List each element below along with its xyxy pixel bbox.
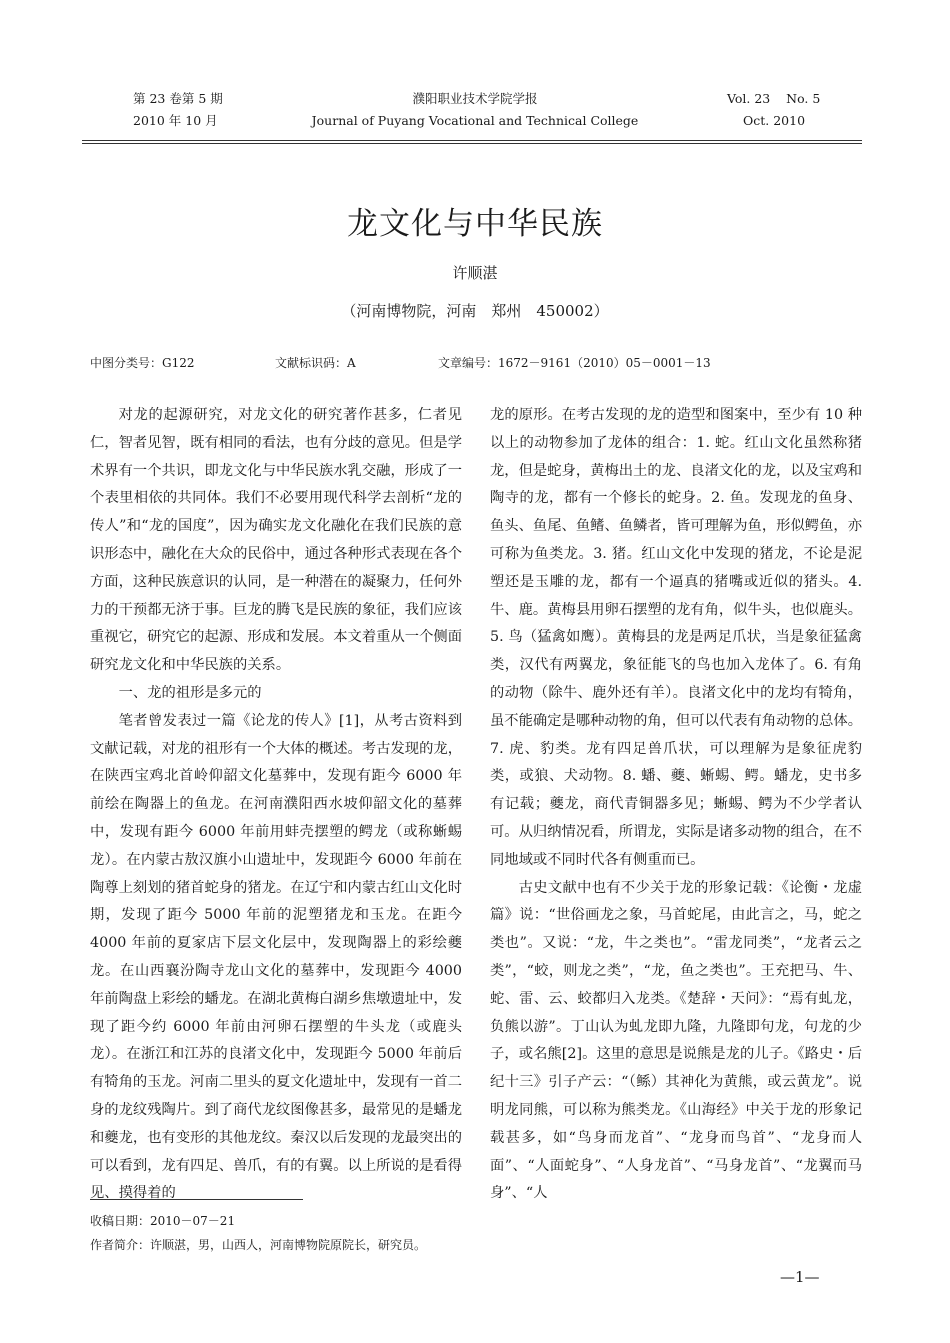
body-column-left — [90, 402, 462, 1208]
page-number: —1— — [780, 1268, 820, 1286]
journal-name-en: Journal of Puyang Vocational and Technical College — [311, 113, 639, 128]
header-rule-top — [82, 140, 862, 141]
journal-name-cn: 濮阳职业技术学院学报 — [412, 91, 538, 106]
body-column-right — [490, 402, 862, 1208]
header-rule-bottom — [82, 143, 862, 144]
document-code: 文献标识码：A — [275, 356, 356, 370]
article-author: 许顺湛 — [452, 264, 498, 282]
publish-date-en: Oct. 2010 — [743, 113, 806, 128]
paragraph-documents: 古史文献中也有不少关于龙的形象记载：《论衡・龙虚篇》说：“世俗画龙之象，马首蛇尾，由此言之，马，蛇之类也”。又说：“龙，牛之类也”。“雷龙同类”，“龙者云之类”，“蛟，则龙之类”，“龙，鱼之类也”。王充把马、牛、蛇、雷、云、蛟都归入龙类。《楚辞・天问》：“焉有虬龙，负熊以游”。丁山认为虬龙即九隆，九隆即句龙，句龙的少子，或名熊[2]。这里的意思是说熊是龙的儿子。《路史・后纪十三》引子产云：“（鲧）其神化为黄熊，或云黄龙”。说明龙同熊，可以称为熊类龙。《山海经》中关于龙的形象记载甚多，如“鸟身而龙首”、“龙身而鸟首”、“龙身而人面”、“人面蛇身”、“人身龙首”、“马身龙首”、“龙翼而马身”、“人 — [490, 879, 862, 1202]
author-bio: 作者简介：许顺湛，男，山西人，河南博物院原院长，研究员。 — [90, 1238, 427, 1252]
paragraph-animal-composition: 龙的原形。在考古发现的龙的造型和图案中，至少有 10 种以上的动物参加了龙体的组合：1. 蛇。红山文化虽然称猪龙，但是蛇身，黄梅出土的龙、良渚文化的龙，以及宝鸡和陶寺的龙，都有一个修长的蛇身。2. 鱼。发现龙的鱼身、鱼头、鱼尾、鱼鳍、鱼鳞者，皆可理解为鱼，形似鳄鱼，亦可称为鱼类龙。3. 猪。红山文化中发现的猪龙，不论是泥塑还是玉雕的龙，都有一个逼真的猪嘴或近似的猪头。4. 牛、鹿。黄梅县用卵石摆塑的龙有角，似牛头，也似鹿头。5. 鸟（猛禽如鹰）。黄梅县的龙是两足爪状，当是象征猛禽类，汉代有两翼龙，象征能飞的鸟也加入龙体了。6. 有角的动物（除牛、鹿外还有羊）。良渚文化中的龙均有犄角，虽不能确定是哪种动物的角，但可以代表有角动物的总体。7. 虎、豹类。龙有四足兽爪状，可以理解为是象征虎豹类，或狼、犬动物。8. 蟠、夔、蜥蜴、鳄。蟠龙，史书多有记载；夔龙，商代青铜器多见；蜥蜴、鳄为不少学者认可。从归纳情况看，所谓龙，实际是诸多动物的组合，在不同地域或不同时代各有侧重而已。 — [490, 407, 862, 868]
clc-number: 中图分类号：G122 — [90, 356, 195, 370]
header-right — [727, 88, 820, 132]
paragraph-archaeology: 笔者曾发表过一篇《论龙的传人》[1]，从考古资料到文献记载，对龙的祖形有一个大体的概述。考古发现的龙，在陕西宝鸡北首岭仰韶文化墓葬中，发现有距今 6000 年前绘在陶器上的鱼龙。在河南濮阳西水坡仰韶文化的墓葬中，发现有距今 6000 年前用蚌壳摆塑的鳄龙（或称蜥蜴龙）。在内蒙古敖汉旗小山遗址中，发现距今 6000 年前在陶尊上刻划的猪首蛇身的猪龙。在辽宁和内蒙古红山文化时期，发现了距今 5000 年前的泥塑猪龙和玉龙。在距今 4000 年前的夏家店下层文化层中，发现陶器上的彩绘夔龙。在山西襄汾陶寺龙山文化的墓葬中，发现距今 4000 年前陶盘上彩绘的蟠龙。在湖北黄梅白湖乡焦墩遗址中，发现了距今约 6000 年前由河卵石摆塑的牛头龙（或鹿头龙）。在浙江和江苏的良渚文化中，发现距今 5000 年前后有犄角的玉龙。河南二里头的夏文化遗址中，发现有一首二身的龙纹残陶片。到了商代龙纹图像甚多，最常见的是蟠龙和夔龙，也有变形的其他龙纹。秦汉以后发现的龙最突出的可以看到，龙有四足、兽爪，有的有翼。以上所说的是看得见、摸得着的 — [90, 712, 462, 1202]
volume-issue: 第 23 卷第 5 期 — [133, 91, 223, 106]
received-date: 收稿日期：2010－07－21 — [90, 1214, 236, 1228]
author-affiliation: （河南博物院，河南 郑州 450002） — [341, 302, 609, 320]
paragraph-intro: 对龙的起源研究，对龙文化的研究著作甚多，仁者见仁，智者见智，既有相同的看法，也有分歧的意见。但是学术界有一个共识，即龙文化与中华民族水乳交融，形成了一个表里相依的共同体。我们不必要用现代科学去剖析“龙的传人”和“龙的国度”，因为确实龙文化融化在我们民族的意识形态中，融化在大众的民俗中，通过各种形式表现在各个方面，这种民族意识的认同，是一种潜在的凝聚力，任何外力的干预都无济于事。巨龙的腾飞是民族的象征，我们应该重视它，研究它的起源、形成和发展。本文着重从一个侧面研究龙文化和中华民族的关系。 — [90, 407, 462, 674]
publish-date-cn: 2010 年 10 月 — [133, 113, 218, 128]
section-heading: 一、龙的祖形是多元的 — [118, 684, 262, 701]
article-number: 文章编号：1672－9161（2010）05－0001－13 — [438, 356, 711, 370]
volume-issue-en: Vol. 23 No. 5 — [727, 91, 821, 106]
article-title: 龙文化与中华民族 — [347, 206, 603, 242]
footnote-rule — [90, 1199, 303, 1200]
